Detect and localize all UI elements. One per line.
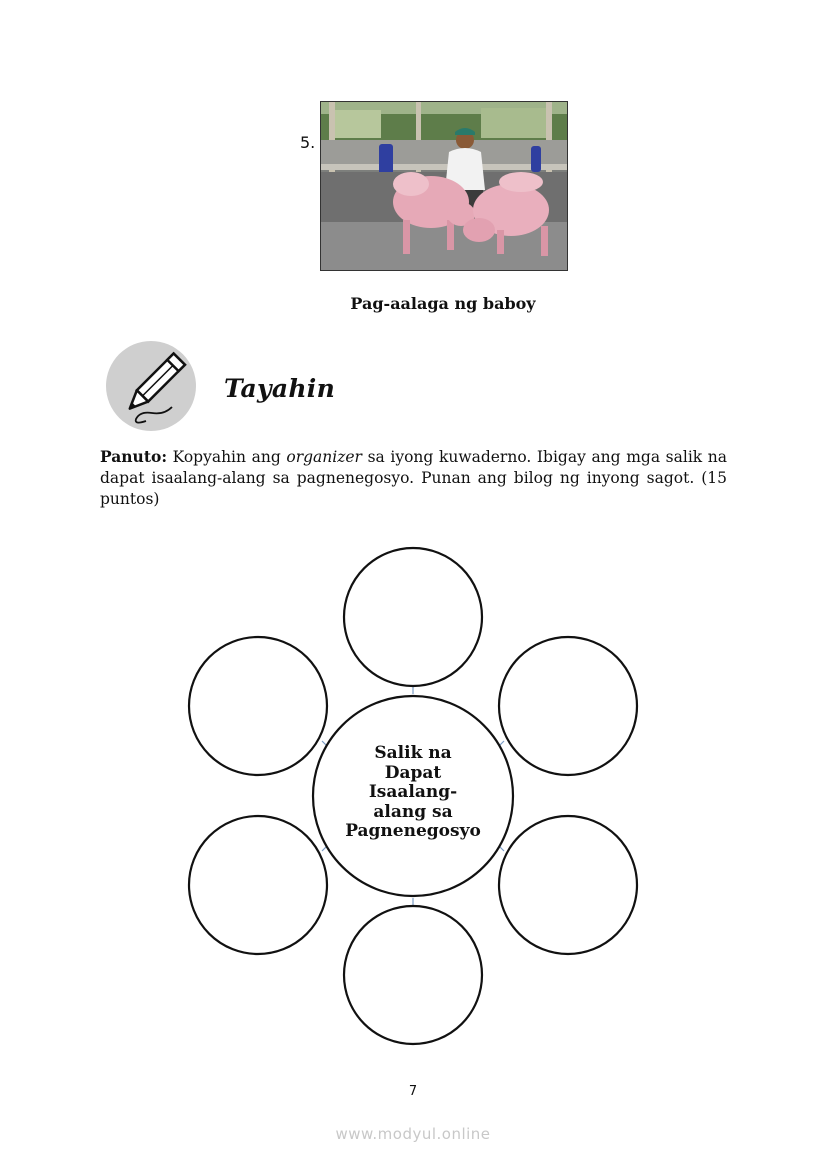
photo-caption: Pag-aalaga ng baboy [350, 294, 536, 313]
answer-circle-top[interactable] [344, 548, 482, 686]
pencil-badge [106, 341, 196, 431]
answer-circle-upper-right[interactable] [499, 637, 637, 775]
page-number: 7 [408, 1084, 418, 1099]
instructions-text-1: Kopyahin ang [167, 448, 287, 466]
answer-circle-upper-left[interactable] [189, 637, 327, 775]
answer-circle-lower-right[interactable] [499, 816, 637, 954]
organizer-center-label: Salik na Dapat Isaalang- alang sa Pagnenegosyo [345, 743, 481, 841]
section-title: Tayahin [224, 374, 336, 403]
pencil-icon [106, 341, 196, 431]
graphic-organizer [180, 540, 650, 1060]
item-number: 5. [300, 133, 316, 152]
instructions-emphasis: organizer [286, 448, 362, 466]
answer-circle-lower-left[interactable] [189, 816, 327, 954]
watermark: www.modyul.online [335, 1125, 491, 1143]
instructions [100, 446, 727, 510]
instructions-text-2: sa iyong kuwaderno. Ibigay ang mga salik na dapat isaalang-alang sa pagnenegosyo. Punan ang bilog ng inyong sagot. (15 puntos) [100, 448, 728, 508]
pig-farming-photo [320, 101, 568, 271]
answer-circle-bottom[interactable] [344, 906, 482, 1044]
instructions-lead: Panuto: [100, 447, 168, 466]
